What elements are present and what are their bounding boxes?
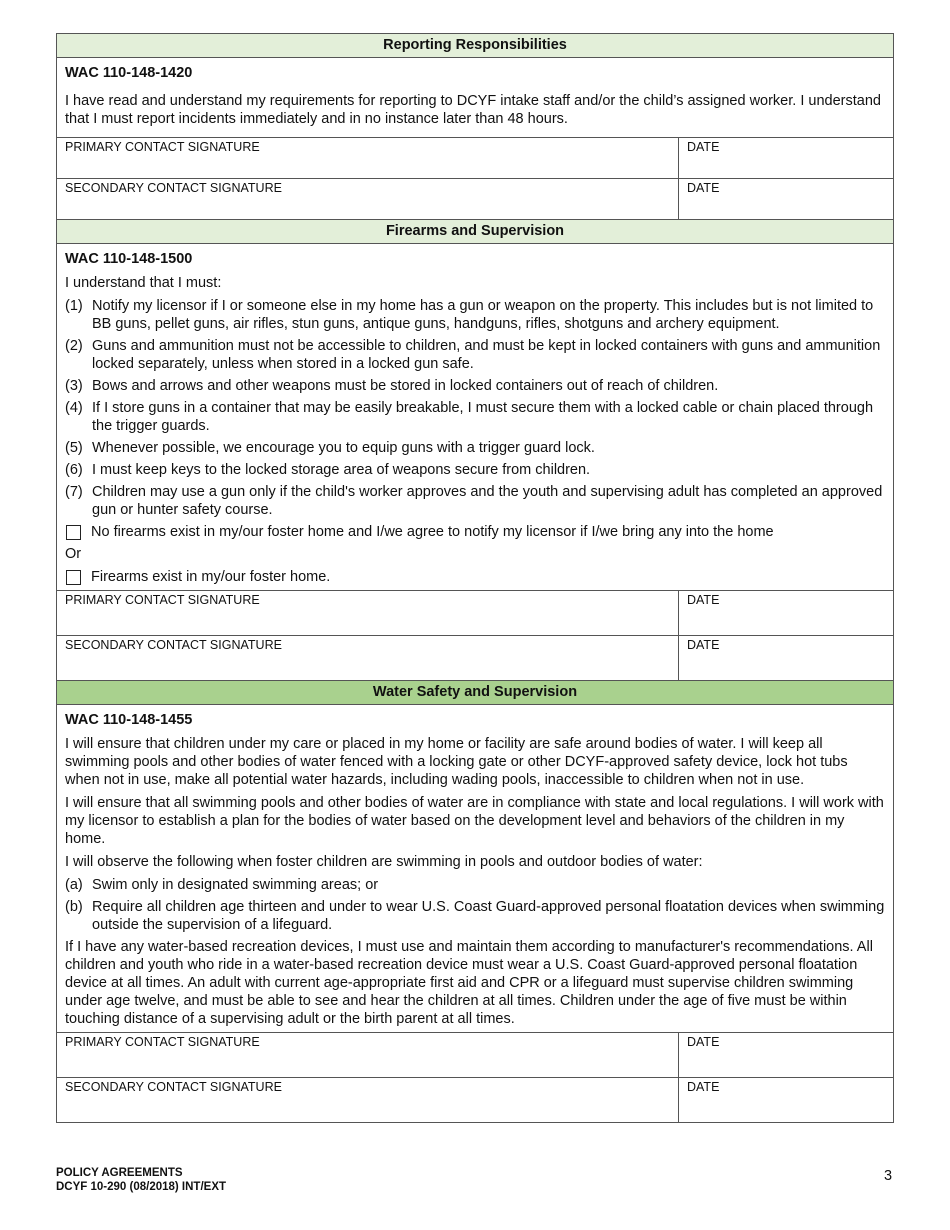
primary-signature-field[interactable]: PRIMARY CONTACT SIGNATURE bbox=[57, 138, 679, 178]
list-item: (5) Whenever possible, we encourage you to equip guns with a trigger guard lock. bbox=[65, 440, 595, 456]
secondary-date-field[interactable]: DATE bbox=[687, 638, 720, 652]
section-title-water: Water Safety and Supervision bbox=[57, 680, 893, 705]
list-item: (7) Children may use a gun only if the child's worker approves and the youth and supervising adult has completed an approved gun or hunter safety course. bbox=[65, 484, 883, 518]
no-firearms-option bbox=[65, 523, 885, 541]
primary-date-field[interactable]: DATE bbox=[687, 593, 720, 607]
footer-title: POLICY AGREEMENTS bbox=[56, 1167, 183, 1179]
section-title-reporting: Reporting Responsibilities bbox=[57, 34, 893, 58]
water-paragraph-2: I will ensure that all swimming pools and other bodies of water are in compliance with state and local regulations. I will work with my licensor to establish a plan for the bodies of water based on the development level and behaviors of the children in my home. bbox=[65, 795, 884, 847]
primary-signature-field[interactable]: PRIMARY CONTACT SIGNATURE bbox=[57, 591, 679, 635]
list-item: (b) Require all children age thirteen and under to wear U.S. Coast Guard-approved personal floatation devices when swimming outside the supervision of a lifeguard. bbox=[65, 899, 885, 933]
policy-form bbox=[56, 33, 894, 1123]
list-item: (1) Notify my licensor if I or someone else in my home has a gun or weapon on the property. This includes but is not limited to BB guns, pellet guns, air rifles, stun guns, antique guns, handguns, rifles, shotguns and archery equipment. bbox=[65, 298, 874, 332]
form-footer bbox=[56, 1166, 226, 1194]
list-item: (4) If I store guns in a container that may be easily breakable, I must secure them with a locked cable or chain placed through the trigger guards. bbox=[65, 400, 874, 434]
reporting-text: I have read and understand my requirements for reporting to DCYF intake staff and/or the child’s assigned worker. I understand that I must report incidents immediately and in no instance later than 48 hours. bbox=[65, 93, 881, 127]
secondary-signature-row bbox=[57, 178, 893, 219]
water-paragraph-4: If I have any water-based recreation devices, I must use and maintain them according to manufacturer's recommendations. All children and youth who ride in a water-based recreation device must wear a U.S. Coast Guard-approved personal floatation device at all times. An adult with current age-appropriate first aid and CPR or a lifeguard must supervise children swimming under age twelve, and must be able to see and hear the children at all times. Children under the age of five must be within touching distance of a supervising adult or the birth parent at all times. bbox=[65, 939, 873, 1027]
or-label: Or bbox=[65, 546, 82, 562]
secondary-signature-field[interactable]: SECONDARY CONTACT SIGNATURE bbox=[57, 1078, 679, 1122]
primary-date-field[interactable]: DATE bbox=[687, 140, 720, 154]
list-item: (2) Guns and ammunition must not be accessible to children, and must be kept in locked containers with guns and ammunition locked separately, unless when stored in a locked gun safe. bbox=[65, 338, 881, 372]
secondary-signature-field[interactable]: SECONDARY CONTACT SIGNATURE bbox=[57, 179, 679, 219]
wac-code: WAC 110-148-1420 bbox=[65, 65, 193, 81]
secondary-signature-row bbox=[57, 1077, 893, 1122]
primary-date-field[interactable]: DATE bbox=[687, 1035, 720, 1049]
no-firearms-label: No firearms exist in my/our foster home and I/we agree to notify my licensor if I/we bring any into the home bbox=[91, 524, 774, 540]
no-firearms-checkbox[interactable] bbox=[66, 525, 81, 540]
page-number: 3 bbox=[884, 1168, 893, 1184]
firearms-exist-checkbox[interactable] bbox=[66, 570, 81, 585]
primary-signature-row bbox=[57, 137, 893, 178]
wac-code: WAC 110-148-1500 bbox=[65, 251, 193, 267]
footer-form-id: DCYF 10-290 (08/2018) INT/EXT bbox=[56, 1181, 227, 1193]
wac-code: WAC 110-148-1455 bbox=[65, 712, 193, 728]
water-paragraph-1: I will ensure that children under my care or placed in my home or facility are safe around bodies of water. I will keep all swimming pools and other bodies of water fenced with a locking gate or other DCYF-approved safety device, lock hot tubs when not in use, make all potential water hazards, including wading pools, inaccessible to children when not in use. bbox=[65, 736, 848, 788]
secondary-date-field[interactable]: DATE bbox=[687, 181, 720, 195]
list-item: (a) Swim only in designated swimming areas; or bbox=[65, 877, 379, 893]
secondary-date-field[interactable]: DATE bbox=[687, 1080, 720, 1094]
firearms-intro: I understand that I must: bbox=[65, 275, 222, 291]
water-paragraph-3: I will observe the following when foster children are swimming in pools and outdoor bodies of water: bbox=[65, 854, 703, 870]
firearms-exist-option bbox=[65, 568, 885, 586]
section-title-firearms: Firearms and Supervision bbox=[57, 219, 893, 244]
secondary-signature-row bbox=[57, 635, 893, 680]
primary-signature-field[interactable]: PRIMARY CONTACT SIGNATURE bbox=[57, 1033, 679, 1077]
primary-signature-row bbox=[57, 590, 893, 635]
list-item: (6) I must keep keys to the locked storage area of weapons secure from children. bbox=[65, 462, 591, 478]
firearms-exist-label: Firearms exist in my/our foster home. bbox=[91, 569, 331, 585]
list-item: (3) Bows and arrows and other weapons must be stored in locked containers out of reach of children. bbox=[65, 378, 719, 394]
primary-signature-row bbox=[57, 1032, 893, 1077]
secondary-signature-field[interactable]: SECONDARY CONTACT SIGNATURE bbox=[57, 636, 679, 680]
